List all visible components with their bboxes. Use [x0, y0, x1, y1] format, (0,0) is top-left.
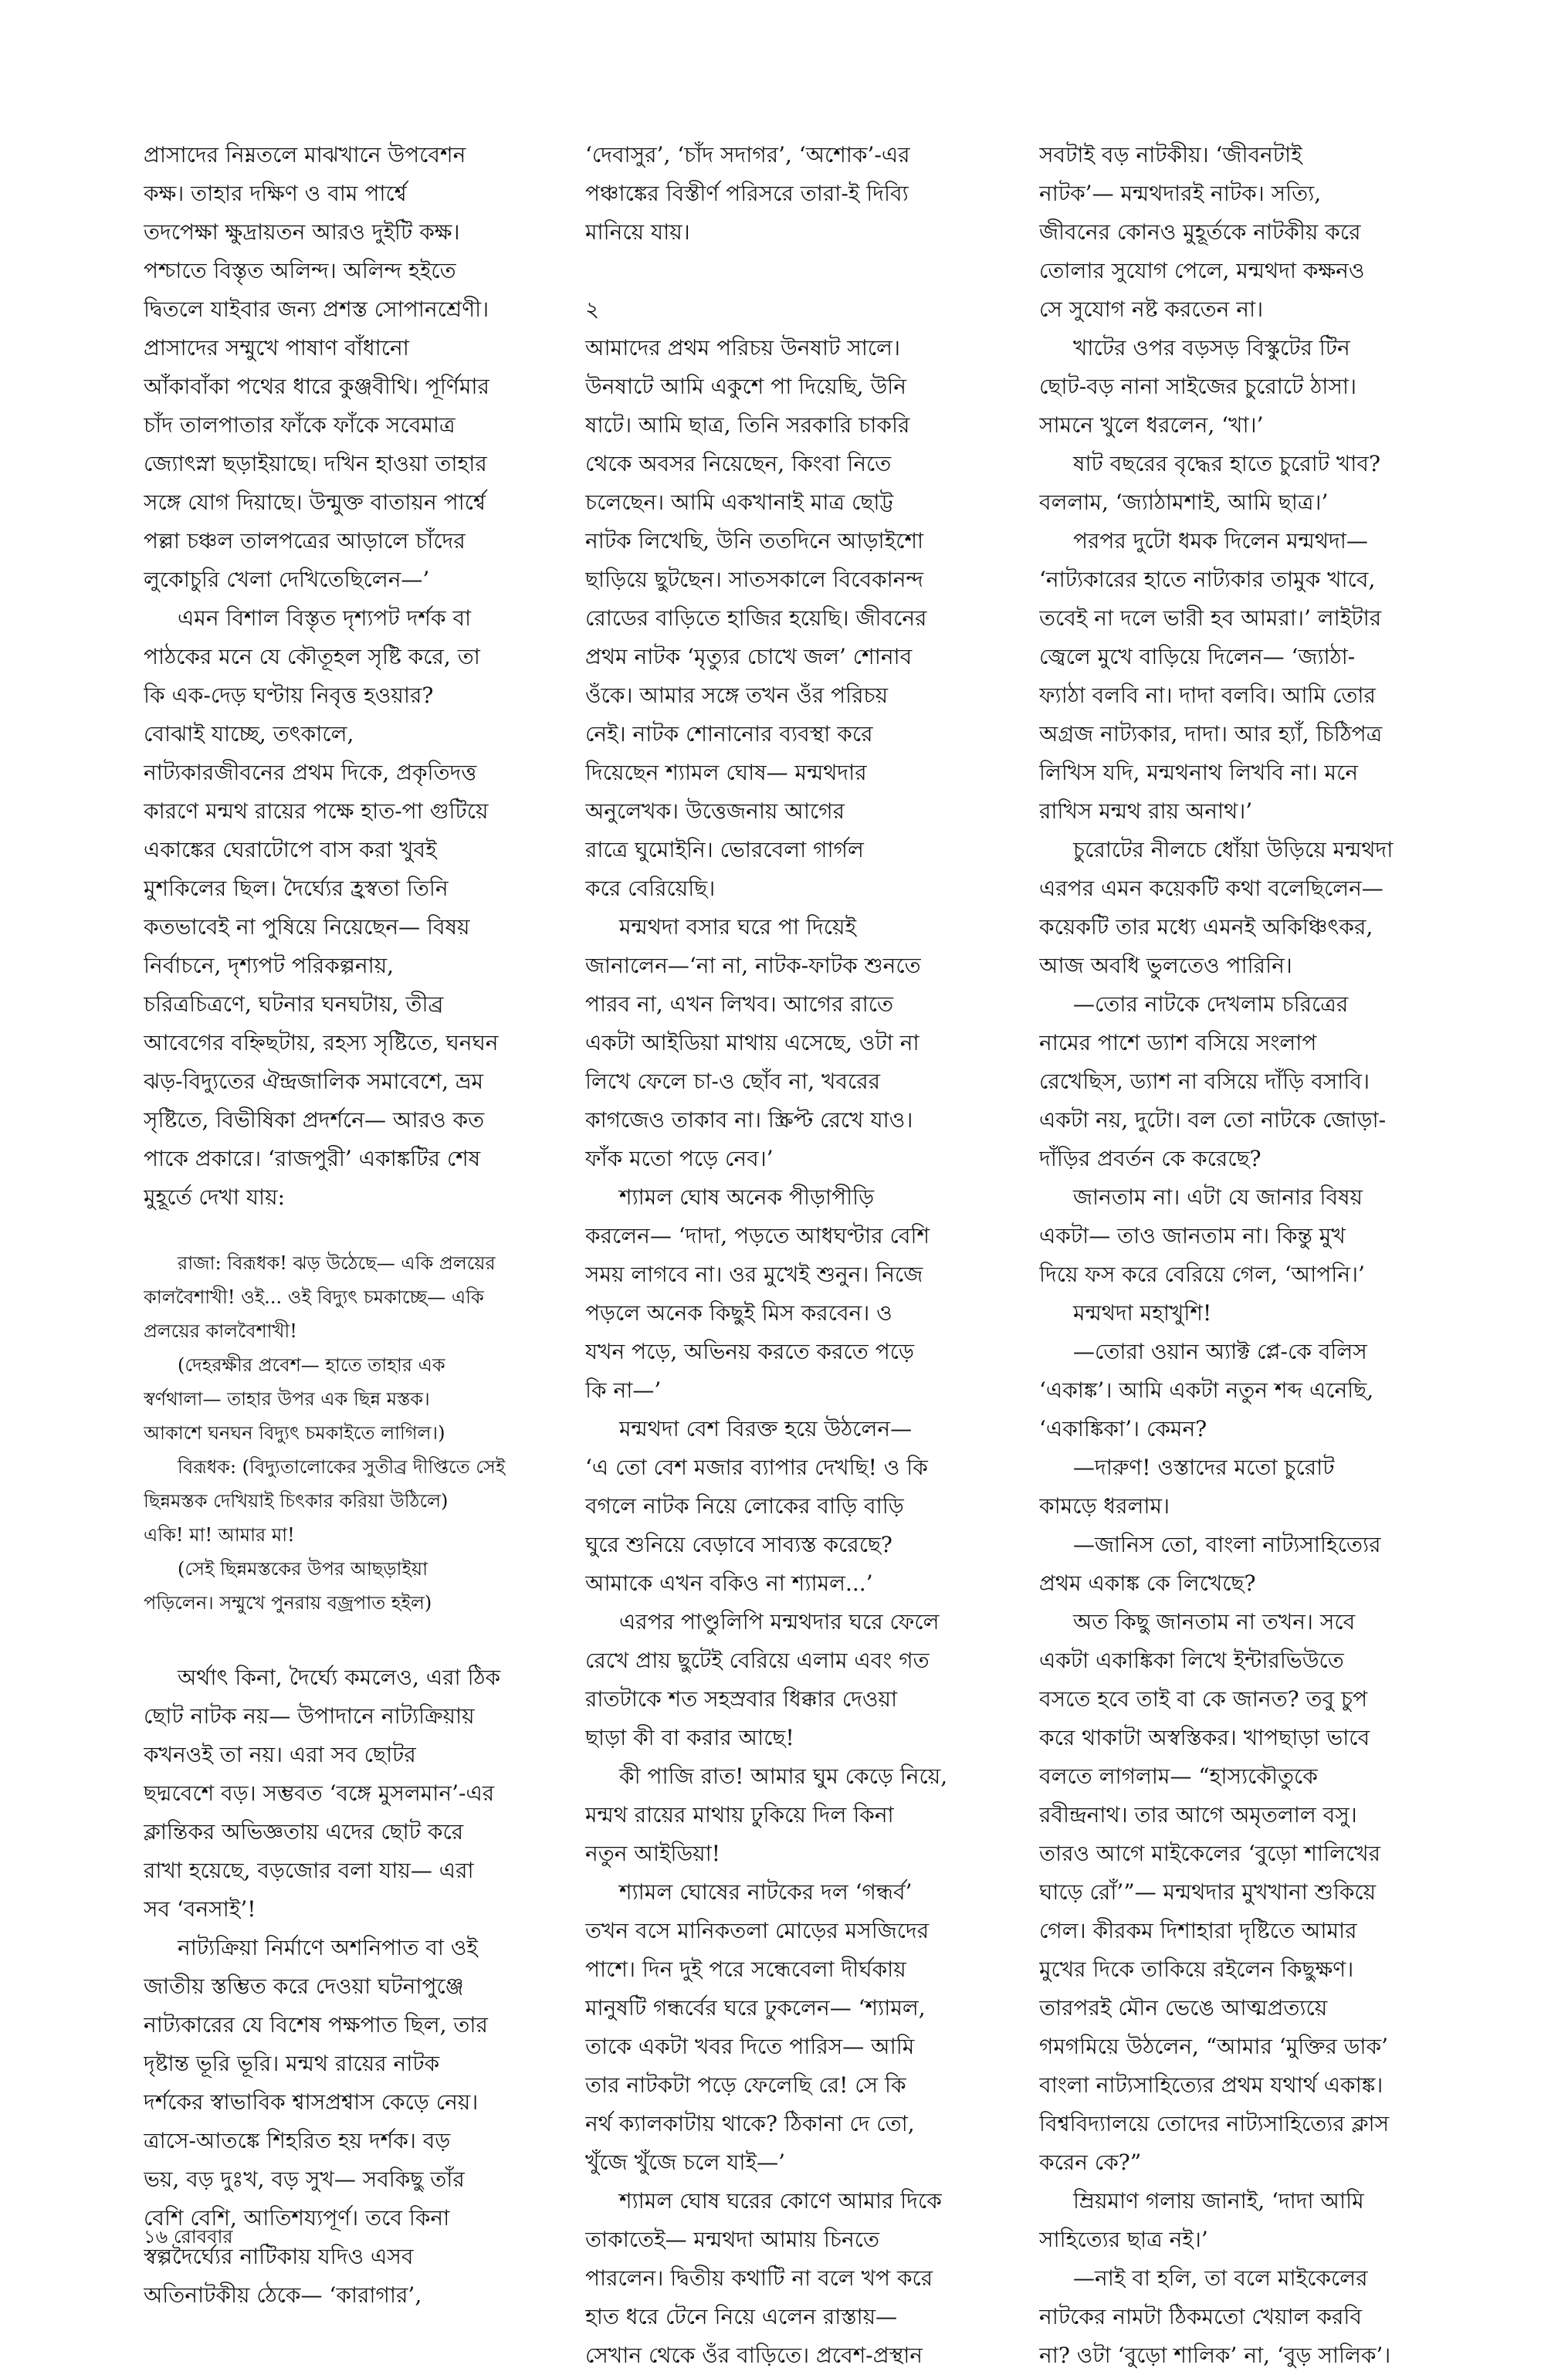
- text-line: সেখান থেকে ওঁর বাড়িতে। প্রবেশ-প্রস্থান: [585, 2343, 923, 2368]
- text-line: সঙ্গে যোগ দিয়াছে। উন্মুক্ত বাতায়ন পার্শ্বে: [144, 490, 486, 515]
- text-line: ম্রিয়মাণ গলায় জানাই, ‘দাদা আমি: [1073, 2188, 1364, 2214]
- text-line: তখন বসে মানিকতলা মোড়ের মসজিদের: [585, 1918, 930, 1943]
- text-line: জানালেন—‘না না, নাটক-ফাটক শুনতে: [585, 953, 921, 978]
- quote-line: ছিন্নমস্তক দেখিয়াই চিৎকার করিয়া উঠিলে): [144, 1490, 449, 1512]
- text-line: সবটাই বড় নাটকীয়। ‘জীবনটাই: [1039, 142, 1302, 168]
- spacer: [585, 252, 1002, 290]
- text-line: রাত্রে ঘুমোইনি। ভোরবেলা গার্গল: [585, 837, 864, 862]
- text-line: তারপরই মৌন ভেঙে আত্মপ্রত্যয়ে: [1039, 1995, 1328, 2021]
- text-line: প্রাসাদের নিম্নতলে মাঝখানে উপবেশন: [144, 142, 466, 168]
- text-line: সব ‘বনসাই’!: [144, 1896, 256, 1922]
- text-line: পঞ্চাঙ্কের বিস্তীর্ণ পরিসরে তারা-ই দিব্যি: [585, 181, 909, 206]
- text-line: বেশি বেশি, আতিশয্যপূর্ণ। তবে কিনা: [144, 2205, 450, 2231]
- text-line: রাখা হয়েছে, বড়জোর বলা যায়— এরা: [144, 1858, 474, 1883]
- quote-line: কালবৈশাখী! ওই... ওই বিদ্যুৎ চমকাচ্ছে— একি: [144, 1286, 484, 1308]
- text-line: বোঝাই যাচ্ছে, তৎকালে,: [144, 721, 354, 747]
- text-line: জীবনের কোনও মুহূর্তকে নাটকীয় করে: [1039, 219, 1361, 245]
- text-line: ‘একাঙ্কিকা’। কেমন?: [1039, 1416, 1207, 1442]
- text-line: ক্লান্তিকর অভিজ্ঞতায় এদের ছোট করে: [144, 1819, 464, 1845]
- section-number: ২: [585, 296, 600, 322]
- article-column-1: [144, 136, 560, 2315]
- text-line: পাশে। দিন দুই পরে সন্ধেবেলা দীর্ঘকায়: [585, 1957, 906, 1982]
- text-line: তার নাটকটা পড়ে ফেলেছি রে! সে কি: [585, 2072, 906, 2098]
- text-line: —দারুণ! ওস্তাদের মতো চুরোট: [1073, 1455, 1335, 1480]
- text-line: বলতে লাগলাম— “হাস্যকৌতুকে: [1039, 1763, 1318, 1789]
- text-line: নতুন আইডিয়া!: [585, 1841, 721, 1866]
- text-line: লিখে ফেলে চা-ও ছোঁব না, খবরের: [585, 1069, 881, 1094]
- text-line: ঘুরে শুনিয়ে বেড়াবে সাব্যস্ত করেছে?: [585, 1532, 892, 1557]
- text-line: চলেছেন। আমি একখানাই মাত্র ছোট্ট: [585, 490, 894, 515]
- text-line: গমগমিয়ে উঠলেন, “আমার ‘মুক্তির ডাক’: [1039, 2034, 1388, 2059]
- text-line: তাকে একটা খবর দিতে পারিস— আমি: [585, 2034, 915, 2059]
- text-line: দৃষ্টান্ত ভূরি ভূরি। মন্মথ রায়ের নাটক: [144, 2051, 440, 2076]
- quote-line: একি! মা! আমার মা!: [144, 1524, 295, 1546]
- text-line: ফ্যাঠা বলবি না। দাদা বলবি। আমি তোর: [1039, 683, 1376, 708]
- text-line: প্রথম একাঙ্ক কে লিখেছে?: [1039, 1570, 1256, 1596]
- text-line: রোডের বাড়িতে হাজির হয়েছি। জীবনের: [585, 605, 927, 631]
- text-line: এরপর এমন কয়েকটি কথা বলেছিলেন—: [1039, 876, 1383, 901]
- text-line: —নাই বা হলি, তা বলে মাইকেলের: [1073, 2265, 1368, 2291]
- text-line: নির্বাচনে, দৃশ্যপট পরিকল্পনায়,: [144, 953, 395, 978]
- text-line: সময় লাগবে না। ওর মুখেই শুনুন। নিজে: [585, 1262, 923, 1287]
- text-line: পারলেন। দ্বিতীয় কথাটি না বলে খপ করে: [585, 2265, 933, 2291]
- text-line: বসতে হবে তাই বা কে জানত? তবু চুপ: [1039, 1686, 1368, 1712]
- quote-line: স্বর্ণথালা— তাহার উপর এক ছিন্ন মস্তক।: [144, 1388, 430, 1410]
- text-line: রেখে প্রায় ছুটেই বেরিয়ে এলাম এবং গত: [585, 1648, 930, 1673]
- text-line: বাংলা নাট্যসাহিত্যের প্রথম যথার্থ একাঙ্ক।: [1039, 2072, 1383, 2098]
- text-line: মন্মথদা বেশ বিরক্ত হয়ে উঠলেন—: [619, 1416, 913, 1442]
- text-line: তারও আগে মাইকেলের ‘বুড়ো শালিখের: [1039, 1841, 1381, 1866]
- text-line: পড়লে অনেক কিছুই মিস করবেন। ও: [585, 1300, 892, 1326]
- text-line: আজ অবধি ভুলতেও পারিনি।: [1039, 953, 1292, 978]
- text-line: মন্মথদা মহাখুশি!: [1073, 1300, 1212, 1326]
- text-line: যখন পড়ে, অভিনয় করতে করতে পড়ে: [585, 1339, 914, 1364]
- text-line: করেন কে?”: [1039, 2150, 1142, 2175]
- text-line: মুখের দিকে তাকিয়ে রইলেন কিছুক্ষণ।: [1039, 1957, 1354, 1982]
- text-line: কারণে মন্মথ রায়ের পক্ষে হাত-পা গুটিয়ে: [144, 798, 489, 824]
- text-line: জ্বেলে মুখে বাড়িয়ে দিলেন— ‘জ্যাঠা-: [1039, 644, 1356, 669]
- text-line: ষাটে। আমি ছাত্র, তিনি সরকারি চাকরি: [585, 412, 910, 438]
- text-line: মানিয়ে যায়।: [585, 219, 690, 245]
- text-line: নেই। নাটক শোনানোর ব্যবস্থা করে: [585, 721, 873, 747]
- text-line: লিখিস যদি, মন্মথনাথ লিখবি না। মনে: [1039, 760, 1359, 785]
- text-line: কি এক-দেড় ঘণ্টায় নিবৃত্ত হওয়ার?: [144, 683, 434, 708]
- text-line: না? ওটা ‘বুড়ো শালিক’ না, ‘বুড় সালিক’।: [1039, 2343, 1391, 2368]
- text-line: তদপেক্ষা ক্ষুদ্রায়তন আরও দুইটি কক্ষ।: [144, 219, 460, 245]
- text-line: ছাড়া কী বা করার আছে!: [585, 1725, 794, 1750]
- text-line: কী পাজি রাত! আমার ঘুম কেড়ে নিয়ে,: [619, 1763, 948, 1789]
- text-line: ঝড়-বিদ্যুতের ঐন্দ্রজালিক সমাবেশে, ভ্রম: [144, 1069, 484, 1094]
- text-line: —জানিস তো, বাংলা নাট্যসাহিত্যের: [1073, 1532, 1381, 1557]
- text-line: চরিত্রচিত্রণে, ঘটনার ঘনঘটায়, তীব্র: [144, 991, 444, 1017]
- text-line: লুকোচুরি খেলা দেখিতেছিলেন—’: [144, 567, 430, 592]
- text-line: বিশ্ববিদ্যালয়ে তোদের নাট্যসাহিত্যের ক্লাস: [1039, 2111, 1390, 2136]
- text-line: পশ্চাতে বিস্তৃত অলিন্দ। অলিন্দ হইতে: [144, 258, 456, 283]
- text-line: ওঁকে। আমার সঙ্গে তখন ওঁর পরিচয়: [585, 683, 889, 708]
- text-line: আমাকে এখন বকিও না শ্যামল...’: [585, 1570, 873, 1596]
- text-line: চাঁদ তালপাতার ফাঁকে ফাঁকে সবেমাত্র: [144, 412, 455, 438]
- text-line: পাকে প্রকারে। ‘রাজপুরী’ একাঙ্কটির শেষ: [144, 1146, 481, 1171]
- text-line: শ্যামল ঘোষের নাটকের দল ‘গন্ধর্ব’: [619, 1879, 913, 1905]
- text-line: পরপর দুটো ধমক দিলেন মন্মথদা—: [1073, 528, 1368, 554]
- text-line: —তোরা ওয়ান অ্যাক্ট প্লে-কে বলিস: [1073, 1339, 1367, 1364]
- text-line: একটা নয়, দুটো। বল তো নাটকে জোড়া-: [1039, 1107, 1387, 1133]
- text-line: এমন বিশাল বিস্তৃত দৃশ্যপট দর্শক বা: [178, 605, 472, 631]
- text-line: জ্যোৎস্না ছড়াইয়াছে। দখিন হাওয়া তাহার: [144, 451, 487, 476]
- text-line: বললাম, ‘জ্যাঠামশাই, আমি ছাত্র।’: [1039, 490, 1329, 515]
- play-excerpt-quote: [144, 1246, 560, 1620]
- text-line: কয়েকটি তার মধ্যে এমনই অকিঞ্চিৎকর,: [1039, 914, 1373, 940]
- quote-line: (সেই ছিন্নমস্তকের উপর আছড়াইয়া: [178, 1558, 428, 1580]
- text-line: পারব না, এখন লিখব। আগের রাতে: [585, 991, 894, 1017]
- text-line: কখনওই তা নয়। এরা সব ছোটর: [144, 1742, 416, 1767]
- text-line: জানতাম না। এটা যে জানার বিষয়: [1073, 1184, 1363, 1210]
- text-line: রাখিস মন্মথ রায় অনাথ।’: [1039, 798, 1253, 824]
- page-number: ১৬: [144, 2226, 168, 2248]
- text-line: পাঠকের মনে যে কৌতূহল সৃষ্টি করে, তা: [144, 644, 480, 669]
- text-line: নামের পাশে ড্যাশ বসিয়ে সংলাপ: [1039, 1030, 1317, 1055]
- text-line: নাটক লিখেছি, উনি ততদিনে আড়াইশো: [585, 528, 924, 554]
- text-line: মন্মথ রায়ের মাথায় ঢুকিয়ে দিল কিনা: [585, 1802, 894, 1828]
- spacer: [144, 1217, 560, 1246]
- text-line: ‘নাট্যকারের হাতে নাট্যকার তামুক খাবে,: [1039, 567, 1376, 592]
- text-line: ছোট নাটক নয়— উপাদানে নাট্যক্রিয়ায়: [144, 1703, 475, 1729]
- publication-name: রোববার: [173, 2226, 233, 2248]
- text-line: অর্থাৎ কিনা, দৈর্ঘ্যে কমলেও, এরা ঠিক: [178, 1665, 501, 1690]
- text-line: ঘাড়ে রোঁ’”— মন্মথদার মুখখানা শুকিয়ে: [1039, 1879, 1377, 1905]
- text-line: হাত ধরে টেনে নিয়ে এলেন রাস্তায়—: [585, 2304, 898, 2329]
- text-line: করে থাকাটা অস্বস্তিকর। খাপছাড়া ভাবে: [1039, 1725, 1370, 1750]
- text-line: বগলে নাটক নিয়ে লোকের বাড়ি বাড়ি: [585, 1493, 904, 1519]
- quote-line: (দেহরক্ষীর প্রবেশ— হাতে তাহার এক: [178, 1354, 445, 1376]
- text-line: একটা— তাও জানতাম না। কিন্তু মুখ: [1039, 1223, 1346, 1248]
- text-line: স্বল্পদৈর্ঘ্যের নাটিকায় যদিও এসব: [144, 2244, 414, 2269]
- text-line: ‘দেবাসুর’, ‘চাঁদ সদাগর’, ‘অশোক’-এর: [585, 142, 910, 168]
- text-line: সে সুযোগ নষ্ট করতেন না।: [1039, 296, 1264, 322]
- text-line: নাটকের নামটা ঠিকমতো খেয়াল করবি: [1039, 2304, 1362, 2329]
- text-line: করে বেরিয়েছি।: [585, 876, 716, 901]
- text-line: একটা আইডিয়া মাথায় এসেছে, ওটা না: [585, 1030, 919, 1055]
- text-line: অনুলেখক। উত্তেজনায় আগের: [585, 798, 845, 824]
- quote-line: প্রলয়ের কালবৈশাখী!: [144, 1320, 297, 1342]
- spacer: [144, 1620, 560, 1658]
- text-line: কক্ষ। তাহার দক্ষিণ ও বাম পার্শ্বে: [144, 181, 407, 206]
- text-line: ‘এ তো বেশ মজার ব্যাপার দেখছি! ও কি: [585, 1455, 928, 1480]
- text-line: কামড়ে ধরলাম।: [1039, 1493, 1170, 1519]
- article-column-3: [1039, 136, 1456, 2375]
- page-footer: [144, 2221, 233, 2252]
- text-line: কাগজেও তাকাব না। স্ক্রিপ্ট রেখে যাও।: [585, 1107, 913, 1133]
- text-line: ‘একাঙ্ক’। আমি একটা নতুন শব্দ এনেছি,: [1039, 1377, 1374, 1403]
- text-line: মন্মথদা বসার ঘরে পা দিয়েই: [619, 914, 857, 940]
- text-line: মানুষটি গন্ধর্বের ঘরে ঢুকলেন— ‘শ্যামল,: [585, 1995, 926, 2021]
- text-line: আমাদের প্রথম পরিচয় উনষাট সালে।: [585, 335, 900, 361]
- text-line: ভয়, বড় দুঃখ, বড় সুখ— সবকিছু তাঁর: [144, 2167, 465, 2192]
- text-line: আবেগের বহ্নিছটায়, রহস্য সৃষ্টিতে, ঘনঘন: [144, 1030, 499, 1055]
- text-line: অত কিছু জানতাম না তখন। সবে: [1073, 1609, 1356, 1635]
- text-line: সৃষ্টিতে, বিভীষিকা প্রদর্শনে— আরও কত: [144, 1107, 485, 1133]
- text-line: উনষাটে আমি একুশে পা দিয়েছি, উনি: [585, 374, 907, 399]
- text-line: পল্লা চঞ্চল তালপত্রের আড়ালে চাঁদের: [144, 528, 466, 554]
- text-line: ষাট বছরের বৃদ্ধের হাতে চুরোট খাব?: [1073, 451, 1381, 476]
- text-line: গেল। কীরকম দিশাহারা দৃষ্টিতে আমার: [1039, 1918, 1357, 1943]
- text-line: একটা একাঙ্কিকা লিখে ইন্টারভিউতে: [1039, 1648, 1344, 1673]
- text-line: দিয়ে ফস করে বেরিয়ে গেল, ‘আপনি।’: [1039, 1262, 1365, 1287]
- text-line: প্রথম নাটক ‘মৃত্যুর চোখে জল’ শোনাব: [585, 644, 913, 669]
- quote-line: পড়িলেন। সম্মুখে পুনরায় বজ্রপাত হইল): [144, 1592, 432, 1614]
- text-line: করলেন— ‘দাদা, পড়তে আধঘণ্টার বেশি: [585, 1223, 930, 1248]
- text-line: ত্রাসে-আতঙ্কে শিহরিত হয় দর্শক। বড়: [144, 2128, 451, 2153]
- text-line: একাঙ্কের ঘেরাটোপে বাস করা খুবই: [144, 837, 437, 862]
- text-line: রবীন্দ্রনাথ। তার আগে অমৃতলাল বসু।: [1039, 1802, 1357, 1828]
- text-line: নাটক’— মন্মথদারই নাটক। সত্যি,: [1039, 181, 1322, 206]
- text-line: শ্যামল ঘোষ ঘরের কোণে আমার দিকে: [619, 2188, 942, 2214]
- text-line: দ্বিতলে যাইবার জন্য প্রশস্ত সোপানশ্রেণী।: [144, 296, 489, 322]
- text-line: নাট্যক্রিয়া নির্মাণে অশনিপাত বা ওই: [178, 1935, 478, 1960]
- text-line: ছদ্মবেশে বড়। সম্ভবত ‘বঙ্গে মুসলমান’-এর: [144, 1780, 495, 1806]
- text-line: জাতীয় স্তম্ভিত করে দেওয়া ঘটনাপুঞ্জে: [144, 1974, 464, 1999]
- text-line: নাট্যকারজীবনের প্রথম দিকে, প্রকৃতিদত্ত: [144, 760, 477, 785]
- text-line: মুহূর্তে দেখা যায়:: [144, 1184, 286, 1210]
- text-line: —তোর নাটকে দেখলাম চরিত্রের: [1073, 991, 1349, 1017]
- text-line: শ্যামল ঘোষ অনেক পীড়াপীড়ি: [619, 1184, 875, 1210]
- text-line: দাঁড়ির প্রবর্তন কে করেছে?: [1039, 1146, 1262, 1171]
- text-line: তাকাতেই— মন্মথদা আমায় চিনতে: [585, 2227, 879, 2252]
- text-line: তোলার সুযোগ পেলে, মন্মথদা কক্ষনও: [1039, 258, 1365, 283]
- text-line: খাটের ওপর বড়সড় বিস্কুটের টিন: [1073, 335, 1350, 361]
- text-line: আঁকাবাঁকা পথের ধারে কুঞ্জবীথি। পূর্ণিমার: [144, 374, 489, 399]
- text-line: সামনে খুলে ধরলেন, ‘খা।’: [1039, 412, 1264, 438]
- text-line: রাতটাকে শত সহস্রবার ধিক্কার দেওয়া: [585, 1686, 898, 1712]
- text-line: তবেই না দলে ভারী হব আমরা।’ লাইটার: [1039, 605, 1382, 631]
- text-line: প্রাসাদের সম্মুখে পাষাণ বাঁধানো: [144, 335, 409, 361]
- text-line: ছাড়িয়ে ছুটছেন। সাতসকালে বিবেকানন্দ: [585, 567, 923, 592]
- quote-line: রাজা: বিরূধক! ঝড় উঠেছে— একি প্রলয়ের: [178, 1252, 496, 1274]
- text-line: নর্থ ক্যালকাটায় থাকে? ঠিকানা দে তো,: [585, 2111, 915, 2136]
- text-line: নাট্যকারের যে বিশেষ পক্ষপাত ছিল, তার: [144, 2012, 488, 2038]
- text-line: কি না—’: [585, 1377, 662, 1403]
- text-line: অগ্রজ নাট্যকার, দাদা। আর হ্যাঁ, চিঠিপত্র: [1039, 721, 1383, 747]
- text-line: মুশকিলের ছিল। দৈর্ঘ্যের হ্রস্বতা তিনি: [144, 876, 449, 901]
- text-line: সাহিত্যের ছাত্র নই।’: [1039, 2227, 1208, 2252]
- text-line: অতিনাটকীয় ঠেকে— ‘কারাগার’,: [144, 2282, 422, 2308]
- quote-line: বিরূধক: (বিদ্যুতালোকের সুতীব্র দীপ্তিতে সেই: [178, 1456, 506, 1478]
- article-column-2: [585, 136, 1002, 2375]
- text-line: দর্শকের স্বাভাবিক শ্বাসপ্রশ্বাস কেড়ে নেয়।: [144, 2089, 479, 2115]
- text-line: থেকে অবসর নিয়েছেন, কিংবা নিতে: [585, 451, 892, 476]
- text-line: ফাঁক মতো পড়ে নেব।’: [585, 1146, 774, 1171]
- quote-line: আকাশে ঘনঘন বিদ্যুৎ চমকাইতে লাগিল।): [144, 1422, 445, 1444]
- text-line: এরপর পাণ্ডুলিপি মন্মথদার ঘরে ফেলে: [619, 1609, 940, 1635]
- text-line: দিয়েছেন শ্যামল ঘোষ— মন্মথদার: [585, 760, 867, 785]
- text-line: ছোট-বড় নানা সাইজের চুরোটে ঠাসা।: [1039, 374, 1356, 399]
- text-line: রেখেছিস, ড্যাশ না বসিয়ে দাঁড়ি বসাবি।: [1039, 1069, 1370, 1094]
- text-line: খুঁজে খুঁজে চলে যাই—’: [585, 2150, 786, 2175]
- text-line: কতভাবেই না পুষিয়ে নিয়েছেন— বিষয়: [144, 914, 470, 940]
- text-line: চুরোটের নীলচে ধোঁয়া উড়িয়ে মন্মথদা: [1073, 837, 1394, 862]
